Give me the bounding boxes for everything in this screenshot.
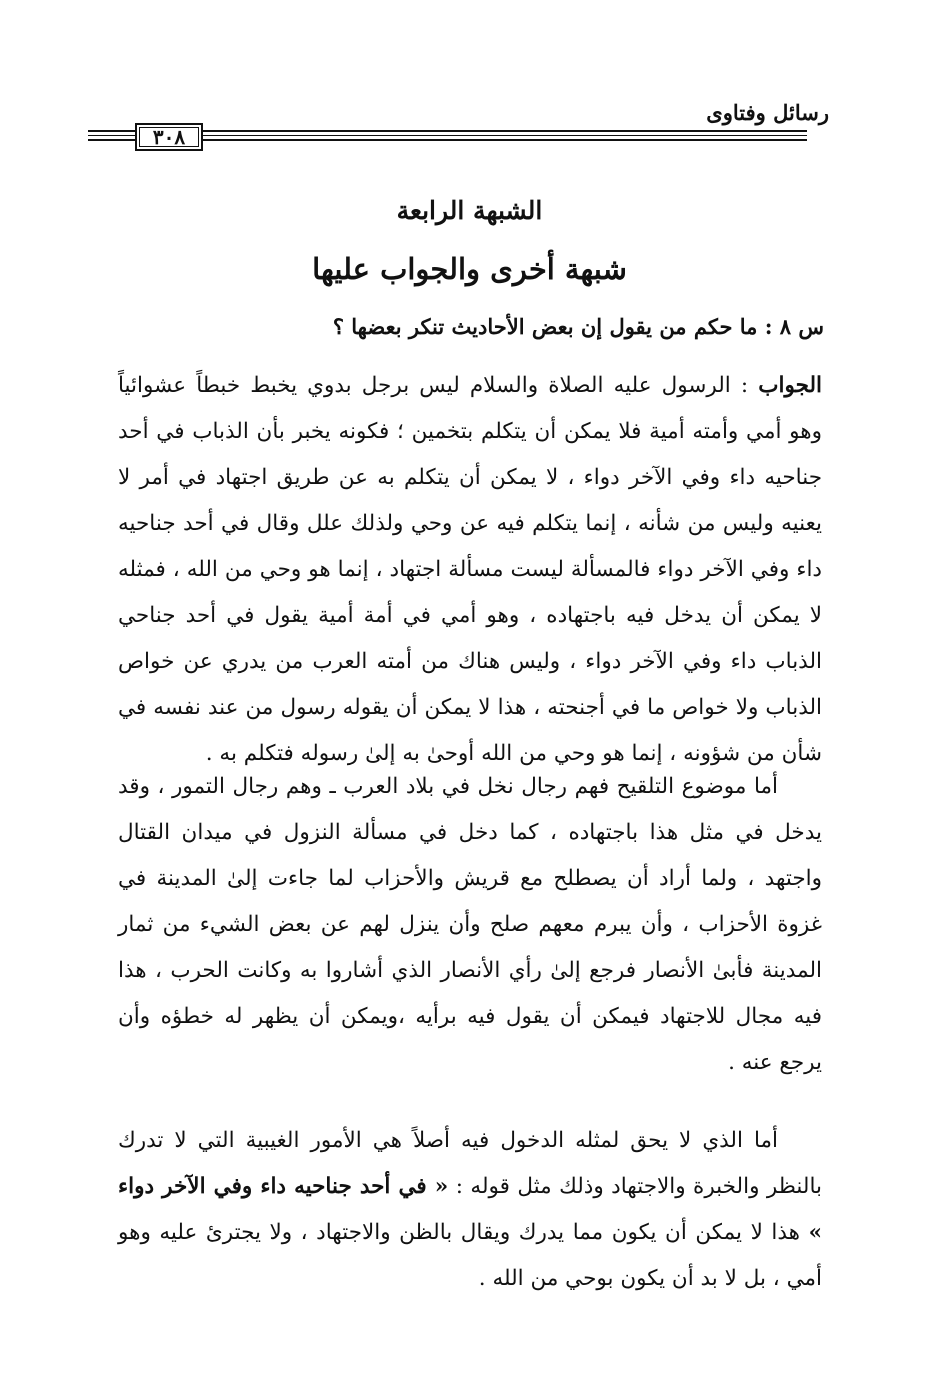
- page-number: ٣٠٨: [135, 123, 203, 151]
- answer-paragraph-3: [118, 1118, 822, 1302]
- section-subheading: شبهة أخرى والجواب عليها: [312, 252, 627, 286]
- answer-paragraph-2: أما موضوع التلقيح فهم رجال نخل في بلاد العرب ـ وهم رجال التمور ، وقد يدخل في مثل هذا باجتهاده ، كما دخل في مسألة النزول في ميدان القتال واجتهد ، ولما أراد أن يصطلح مع قريش والأحزاب لما جاءت إلىٰ المدينة في غزوة الأحزاب ، وأن يبرم معهم صلح وأن ينزل لهم عن بعض الشيء من ثمار المدينة فأبىٰ الأنصار فرجع إلىٰ رأي الأنصار الذي أشاروا به وكانت الحرب ، هذا فيه مجال للاجتهاد فيمكن أن يقول فيه برأيه ،ويمكن أن يظهر له خطؤه وأن يرجع عنه .: [118, 774, 822, 1075]
- answer-lead: الجواب: [758, 373, 822, 398]
- answer-paragraph-1: [118, 363, 822, 777]
- answer-paragraph-3-outro: هذا لا يمكن أن يكون مما يدرك ويقال بالظن والاجتهاد ، ولا يجترئ عليه وهو أمي ، بل لا بد أن يكون بوحي من الله .: [118, 1220, 822, 1291]
- answer-paragraph-3-intro: أما الذي لا يحق لمثله الدخول فيه أصلاً هي الأمور الغيبية التي لا تدرك بالنظر والخبرة والاجتهاد وذلك مثل قوله :: [118, 1128, 822, 1199]
- running-title: رسائل وفتاوى: [706, 100, 829, 125]
- answer-paragraph-1-text: : الرسول عليه الصلاة والسلام ليس برجل بدوي يخبط خبطاً عشوائياً وهو أمي وأمته أمية فلا يمكن أن يتكلم بتخمين ؛ فكونه يخبر بأن الذباب في أحد جناحيه داء وفي الآخر دواء ، لا يمكن أن يتكلم به عن طريق اجتهاد في أمر لا يعنيه وليس من شأنه ، إنما يتكلم فيه عن وحي ولذلك علل وقال في أحد جناحيه داء وفي الآخر دواء فالمسألة ليست مسألة اجتهاد ، إنما هو وحي من الله ، فمثله لا يمكن أن يدخل فيه باجتهاده ، وهو أمي في أمة أمية يقول في أحد جناحي الذباب داء وفي الآخر دواء ، وليس هناك من أمته العرب من يدري عن خواص الذباب ولا خواص ما في أجنحته ، هذا لا يمكن أن يقوله رسول من عند نفسه في شأن من شؤونه ، إنما هو وحي من الله أوحىٰ به إلىٰ رسوله فتكلم به .: [118, 373, 822, 766]
- section-heading: الشبهة الرابعة: [396, 196, 543, 225]
- question-text: س ٨ : ما حكم من يقول إن بعض الأحاديث تنكر بعضها ؟: [332, 314, 824, 339]
- hadith-quote: « في أحد جناحيه داء وفي الآخر دواء »: [118, 1174, 822, 1245]
